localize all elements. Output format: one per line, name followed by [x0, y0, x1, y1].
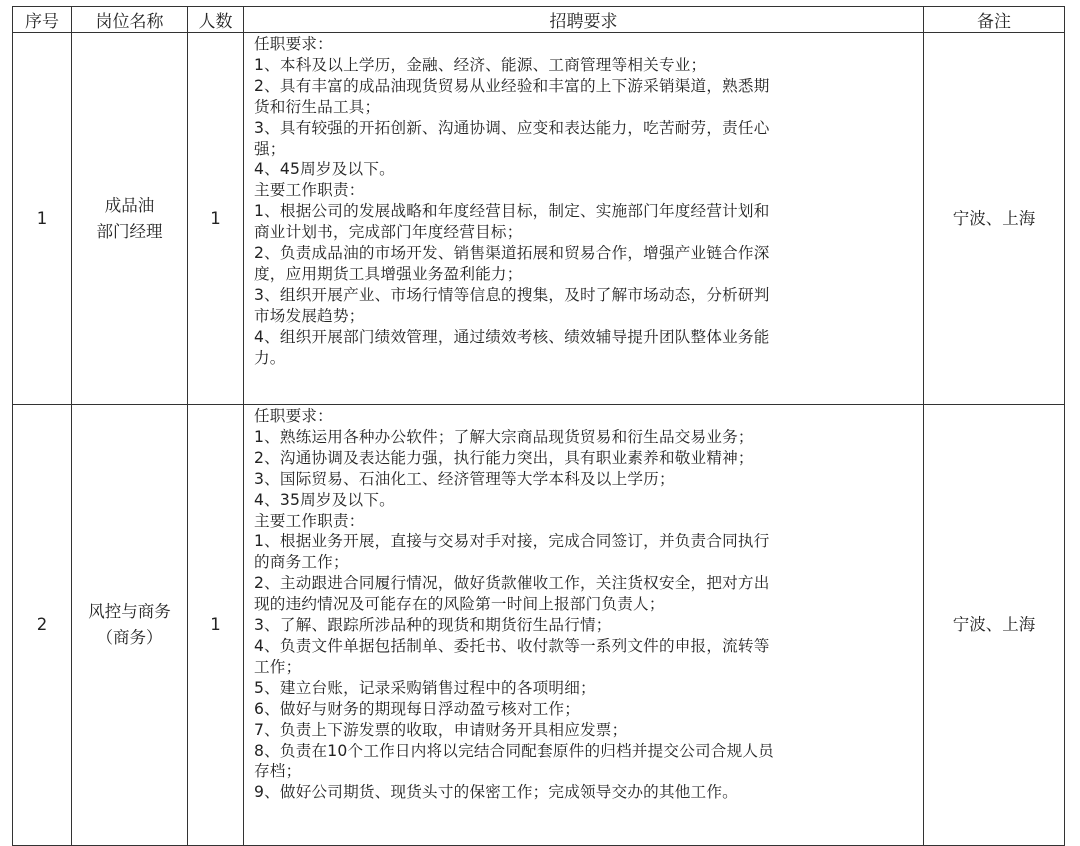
header-count: 人数 — [188, 7, 244, 33]
requirement-line: 商业计划书，完成部门年度经营目标； — [254, 223, 523, 242]
table-row — [13, 33, 1065, 405]
requirement-line: 任职要求： — [254, 35, 333, 53]
job-title-line: 风控与商务 — [88, 602, 171, 621]
requirement-line: 4、负责文件单据包括制单、委托书、收付款等一系列文件的申报，流转等 — [254, 636, 770, 655]
job-title-line: 成品油 — [104, 195, 155, 215]
requirement-line: 主要工作职责： — [254, 511, 365, 530]
requirement-line: 主要工作职责： — [254, 181, 365, 200]
requirement-line: 存档； — [254, 762, 302, 781]
requirement-line: 1、根据业务开展，直接与交易对手对接，完成合同签订，并负责合同执行 — [254, 532, 770, 551]
requirement-line: 2、具有丰富的成品油现货贸易从业经验和丰富的上下游采销渠道，熟悉期 — [254, 76, 770, 95]
header-title: 岗位名称 — [72, 7, 188, 33]
requirement-line: 工作； — [254, 657, 302, 676]
requirement-line: 2、负责成品油的市场开发、销售渠道拓展和贸易合作，增强产业链合作深 — [254, 244, 770, 263]
requirement-line: 9、做好公司期货、现货头寸的保密工作；完成领导交办的其他工作。 — [254, 783, 738, 802]
header-row — [13, 7, 1065, 33]
requirement-line: 4、组织开展部门绩效管理，通过绩效考核、绩效辅导提升团队整体业务能 — [254, 327, 770, 346]
requirement-line: 6、做好与财务的期现每日浮动盈亏核对工作； — [254, 699, 580, 718]
requirement-line: 2、沟通协调及表达能力强，执行能力突出，具有职业素养和敬业精神； — [254, 448, 754, 467]
requirement-line: 4、35周岁及以下。 — [254, 490, 395, 509]
requirement-line: 7、负责上下游发票的收取，申请财务开具相应发票； — [254, 720, 628, 739]
requirements-cell — [244, 33, 924, 405]
requirement-line: 市场发展趋势； — [254, 306, 365, 325]
requirement-line: 现的违约情况及可能存在的风险第一时间上报部门负责人； — [254, 595, 665, 614]
requirements-cell — [244, 405, 924, 846]
requirement-line: 度，应用期货工具增强业务盈利能力； — [254, 264, 523, 283]
job-title-cell — [72, 405, 188, 846]
requirement-line: 力。 — [254, 348, 286, 367]
job-title-cell — [72, 33, 188, 405]
requirement-line: 3、组织开展产业、市场行情等信息的搜集，及时了解市场动态，分析研判 — [254, 285, 770, 304]
requirement-line: 5、建立台账，记录采购销售过程中的各项明细； — [254, 678, 596, 697]
requirement-line: 2、主动跟进合同履行情况，做好货款催收工作，关注货权安全，把对方出 — [254, 574, 770, 593]
requirement-line: 4、45周岁及以下。 — [254, 160, 395, 179]
job-title-line: （商务） — [96, 628, 163, 647]
recruitment-table — [12, 6, 1065, 846]
requirement-line: 1、熟练运用各种办公软件；了解大宗商品现货贸易和衍生品交易业务； — [254, 427, 754, 446]
table-row — [13, 405, 1065, 846]
header-remark: 备注 — [924, 7, 1065, 33]
headcount: 1 — [188, 33, 244, 405]
requirement-line: 3、国际贸易、石油化工、经济管理等大学本科及以上学历； — [254, 469, 675, 488]
requirement-line: 1、本科及以上学历，金融、经济、能源、工商管理等相关专业； — [254, 55, 707, 74]
requirement-line: 1、根据公司的发展战略和年度经营目标，制定、实施部门年度经营计划和 — [254, 202, 770, 221]
requirement-line: 货和衍生品工具； — [254, 97, 381, 116]
header-no: 序号 — [13, 7, 72, 33]
headcount: 1 — [188, 405, 244, 846]
requirement-line: 任职要求： — [254, 407, 333, 425]
header-requirements: 招聘要求 — [244, 7, 924, 33]
requirement-line: 8、负责在10个工作日内将以完结合同配套原件的归档并提交公司合规人员 — [254, 741, 774, 760]
requirement-line: 3、了解、跟踪所涉品种的现货和期货衍生品行情； — [254, 616, 612, 635]
requirement-line: 的商务工作； — [254, 553, 349, 572]
job-title-line: 部门经理 — [96, 221, 163, 241]
location-remark: 宁波、上海 — [924, 405, 1065, 846]
requirement-line: 3、具有较强的开拓创新、沟通协调、应变和表达能力，吃苦耐劳，责任心 — [254, 118, 770, 137]
requirement-line: 强； — [254, 139, 286, 158]
row-number: 1 — [13, 33, 72, 405]
location-remark: 宁波、上海 — [924, 33, 1065, 405]
row-number: 2 — [13, 405, 72, 846]
